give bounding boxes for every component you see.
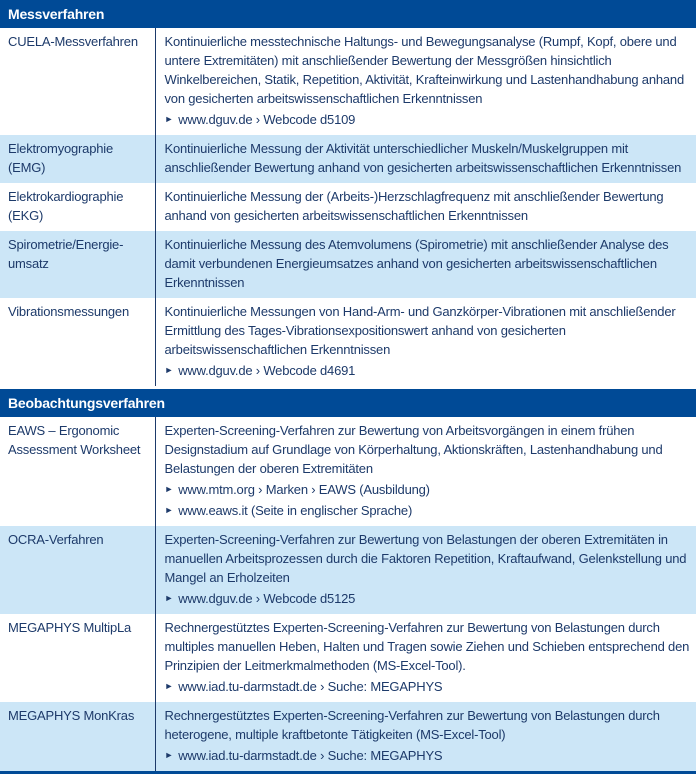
link-arrow-icon: ►: [164, 114, 174, 124]
bottom-border-rule: [0, 771, 696, 774]
table-row-megaphys-monkras: [0, 702, 696, 771]
reference-link[interactable]: [165, 361, 692, 380]
reference-link[interactable]: [165, 110, 692, 129]
reference-link-text[interactable]: www.dguv.de › Webcode d5125: [178, 591, 356, 606]
reference-link-text[interactable]: www.iad.tu-darmstadt.de › Suche: MEGAPHYS: [178, 748, 443, 763]
link-arrow-icon: ►: [164, 593, 174, 603]
method-name: Elektromyographie (EMG): [0, 135, 155, 183]
reference-link-text[interactable]: www.iad.tu-darmstadt.de › Suche: MEGAPHYS: [178, 679, 443, 694]
table-row-cuela: [0, 28, 696, 135]
link-arrow-icon: ►: [164, 505, 174, 515]
method-description: Rechnergestütztes Experten-Screening-Verfahren zur Bewertung von Belastungen durch multiples manuellen Heben, Halten und Tragen sowie Ziehen und Schieben entsprechend den Prinzipien der Leitmerkmalmethoden (MS-Excel-Tool).: [164, 620, 690, 673]
method-description: Kontinuierliche messtechnische Haltungs- und Bewegungsanalyse (Rumpf, Kopf, obere und untere Extremitäten) mit anschließender Bewertung der Messgrößen hinsichtlich Winkelbereichen, Statik, Repetition, Aktivität, Krafteinwirkung und Lastenhandhabung anhand von gesicherten arbeitswissenschaftlichen Erkenntnissen: [164, 34, 684, 106]
description-cell: [155, 231, 696, 298]
section-title: Beobachtungsverfahren: [0, 388, 696, 418]
method-name: Elektrokardiographie (EKG): [0, 183, 155, 231]
reference-link-text[interactable]: www.dguv.de › Webcode d5109: [178, 112, 356, 127]
reference-link[interactable]: [165, 501, 692, 520]
method-name: MEGAPHYS MultipLa: [0, 614, 155, 702]
method-description: Experten-Screening-Verfahren zur Bewertung von Arbeitsvorgängen in einem frühen Designstadium auf Grundlage von Körperhaltung, Aktionskräften, Lastenhandhabung und Belastungen der oberen Extremitäten: [164, 423, 663, 476]
table-row-ocra: [0, 526, 696, 614]
link-arrow-icon: ►: [164, 484, 174, 494]
table-row-eaws: [0, 417, 696, 526]
reference-link-text[interactable]: www.dguv.de › Webcode d4691: [178, 363, 356, 378]
reference-link-text[interactable]: www.mtm.org › Marken › EAWS (Ausbildung): [178, 482, 430, 497]
description-cell: [155, 702, 696, 771]
section-title: Messverfahren: [0, 0, 696, 28]
method-name: EAWS – Ergonomic Assessment Worksheet: [0, 417, 155, 526]
description-cell: [155, 298, 696, 388]
method-description: Kontinuierliche Messung des Atemvolumens (Spirometrie) mit anschließender Analyse des damit verbundenen Energieumsatzes anhand von gesicherten arbeitswissenschaftlichen Erkenntnissen: [164, 237, 669, 290]
section-header-beobachtungsverfahren: [0, 388, 696, 418]
table-row-spirometrie: [0, 231, 696, 298]
table-row-emg: [0, 135, 696, 183]
method-name: CUELA-Messverfahren: [0, 28, 155, 135]
method-description: Kontinuierliche Messungen von Hand-Arm- und Ganzkörper-Vibrationen mit anschließender Ermittlung des Tages-Vibrationsexpositionswert anhand von gesicherten arbeitswissenschaftlichen Erkenntnissen: [164, 304, 676, 357]
link-arrow-icon: ►: [164, 681, 174, 691]
method-name: MEGAPHYS MonKras: [0, 702, 155, 771]
reference-link-text[interactable]: www.eaws.it (Seite in englischer Sprache): [178, 503, 413, 518]
reference-link[interactable]: [165, 677, 692, 696]
description-cell: [155, 183, 696, 231]
method-description: Experten-Screening-Verfahren zur Bewertung von Belastungen der oberen Extremitäten in manuellen Arbeitsprozessen durch die Faktoren Repetition, Kraftaufwand, Gelenkstellung und Mangel an Erholzeiten: [164, 532, 687, 585]
link-arrow-icon: ►: [164, 750, 174, 760]
method-name: Vibrationsmessungen: [0, 298, 155, 388]
method-description: Kontinuierliche Messung der Aktivität unterschiedlicher Muskeln/Muskelgruppen mit anschließender Bewertung anhand von gesicherten arbeitswissenschaftlichen Erkenntnissen: [164, 141, 682, 175]
link-arrow-icon: ►: [164, 365, 174, 375]
description-cell: [155, 614, 696, 702]
description-cell: [155, 28, 696, 135]
reference-link[interactable]: [165, 589, 692, 608]
reference-link[interactable]: [165, 480, 692, 499]
table-row-megaphys-multipla: [0, 614, 696, 702]
table-row-vibrationsmessungen: [0, 298, 696, 388]
reference-link[interactable]: [165, 746, 692, 765]
method-name: OCRA-Verfahren: [0, 526, 155, 614]
method-name: Spirometrie/Energie-umsatz: [0, 231, 155, 298]
description-cell: [155, 526, 696, 614]
section-header-messverfahren: [0, 0, 696, 28]
description-cell: [155, 135, 696, 183]
method-description: Kontinuierliche Messung der (Arbeits-)Herzschlagfrequenz mit anschließender Bewertung anhand von gesicherten arbeitswissenschaftlichen Erkenntnissen: [164, 189, 664, 223]
method-description: Rechnergestütztes Experten-Screening-Verfahren zur Bewertung von Belastungen durch heterogene, multiple kraftbetonte Tätigkeiten (MS-Excel-Tool): [164, 708, 660, 742]
description-cell: [155, 417, 696, 526]
table-row-ekg: [0, 183, 696, 231]
